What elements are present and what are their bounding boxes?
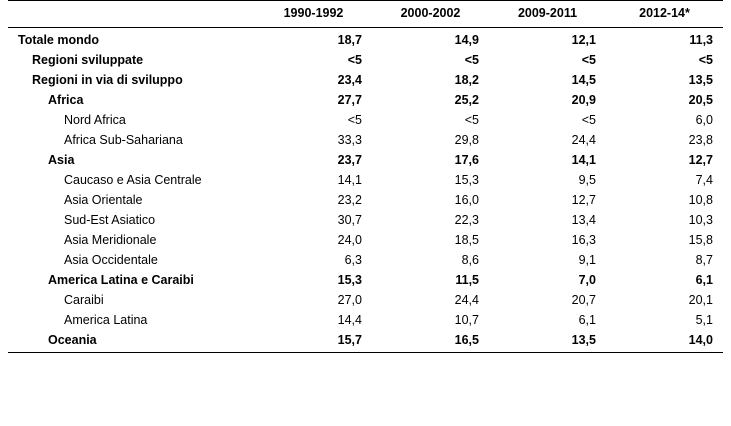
- row-label: America Latina: [64, 313, 148, 327]
- row-label: Asia: [48, 153, 75, 167]
- row-value: 6,1: [578, 313, 596, 327]
- row-label: America Latina e Caraibi: [48, 273, 194, 287]
- row-value: 9,1: [578, 253, 596, 267]
- table-header: [8, 1, 723, 28]
- row-value: 12,1: [571, 33, 596, 47]
- row-value: 10,7: [454, 313, 479, 327]
- row-value: 9,5: [578, 173, 596, 187]
- row-value: <5: [347, 113, 362, 127]
- row-value: 13,4: [571, 213, 596, 227]
- row-value: 27,7: [337, 93, 362, 107]
- row-value: 6,3: [344, 253, 362, 267]
- row-label: Africa: [48, 93, 84, 107]
- row-label: Regioni in via di sviluppo: [32, 73, 183, 87]
- row-value: 14,0: [606, 330, 723, 353]
- row-value: 23,4: [337, 73, 362, 87]
- row-value: 7,0: [578, 273, 596, 287]
- row-label: Asia Occidentale: [64, 253, 158, 267]
- row-value: 13,5: [489, 330, 606, 353]
- table-row: [8, 310, 723, 330]
- row-value: 16,3: [571, 233, 596, 247]
- row-value: 14,5: [571, 73, 596, 87]
- row-value: 8,7: [695, 253, 713, 267]
- statistics-table: [8, 0, 723, 353]
- table-row: [8, 28, 723, 51]
- row-value: <5: [581, 113, 596, 127]
- row-value: 29,8: [454, 133, 479, 147]
- table-row: [8, 290, 723, 310]
- column-header-1990-1992: 1990-1992: [255, 1, 372, 28]
- row-value: 15,8: [688, 233, 713, 247]
- row-value: 18,2: [454, 73, 479, 87]
- row-value: 14,1: [337, 173, 362, 187]
- row-value: 15,7: [255, 330, 372, 353]
- row-label: Africa Sub-Sahariana: [64, 133, 183, 147]
- row-value: 25,2: [454, 93, 479, 107]
- row-value: 10,3: [688, 213, 713, 227]
- row-value: 18,5: [454, 233, 479, 247]
- row-value: 20,9: [571, 93, 596, 107]
- table-row: [8, 210, 723, 230]
- row-value: <5: [347, 53, 362, 67]
- row-value: 23,2: [337, 193, 362, 207]
- column-header-2012-14: 2012-14*: [606, 1, 723, 28]
- table-row: [8, 230, 723, 250]
- table-row: [8, 190, 723, 210]
- table-row: [8, 150, 723, 170]
- row-value: 18,7: [337, 33, 362, 47]
- row-value: 33,3: [337, 133, 362, 147]
- row-value: 20,1: [688, 293, 713, 307]
- column-header-2009-2011: 2009-2011: [489, 1, 606, 28]
- row-value: 11,3: [689, 33, 713, 47]
- row-value: 23,8: [688, 133, 713, 147]
- row-value: 14,1: [571, 153, 596, 167]
- row-value: 23,7: [337, 153, 362, 167]
- row-label: Regioni sviluppate: [32, 53, 144, 67]
- row-value: 13,5: [688, 73, 713, 87]
- row-value: 27,0: [337, 293, 362, 307]
- table-header-row: [8, 1, 723, 28]
- row-value: 30,7: [337, 213, 362, 227]
- row-value: 12,7: [571, 193, 596, 207]
- table-row: [8, 130, 723, 150]
- table-row: [8, 270, 723, 290]
- table-row: [8, 70, 723, 90]
- row-value: 14,4: [337, 313, 362, 327]
- table-row: [8, 110, 723, 130]
- row-value: 14,9: [454, 33, 479, 47]
- row-label: Sud-Est Asiatico: [64, 213, 156, 227]
- row-value: <5: [698, 53, 713, 67]
- row-value: 17,6: [454, 153, 479, 167]
- row-value: <5: [464, 113, 479, 127]
- row-value: 8,6: [461, 253, 479, 267]
- row-label: Asia Orientale: [64, 193, 143, 207]
- row-value: 11,5: [455, 273, 479, 287]
- row-value: 20,5: [688, 93, 713, 107]
- row-value: 24,4: [454, 293, 479, 307]
- row-value: 5,1: [695, 313, 713, 327]
- row-value: 10,8: [688, 193, 713, 207]
- row-label: Asia Meridionale: [64, 233, 157, 247]
- row-label: Oceania: [8, 330, 255, 353]
- row-value: 6,1: [695, 273, 713, 287]
- table-row: [8, 50, 723, 70]
- row-value: 15,3: [337, 273, 362, 287]
- row-value: 22,3: [454, 213, 479, 227]
- row-value: <5: [464, 53, 479, 67]
- row-value: 15,3: [454, 173, 479, 187]
- row-value: 24,0: [337, 233, 362, 247]
- row-value: 20,7: [571, 293, 596, 307]
- row-value: <5: [581, 53, 596, 67]
- row-value: 16,5: [372, 330, 489, 353]
- table-body: [8, 28, 723, 353]
- table-row: [8, 250, 723, 270]
- row-value: 16,0: [454, 193, 479, 207]
- row-label: Nord Africa: [64, 113, 126, 127]
- table-row: [8, 170, 723, 190]
- table-row: [8, 330, 723, 353]
- row-label: Caraibi: [64, 293, 104, 307]
- row-value: 12,7: [688, 153, 713, 167]
- column-header-label: [8, 1, 255, 28]
- column-header-2000-2002: 2000-2002: [372, 1, 489, 28]
- row-value: 24,4: [571, 133, 596, 147]
- row-label: Caucaso e Asia Centrale: [64, 173, 202, 187]
- table-row: [8, 90, 723, 110]
- row-value: 7,4: [695, 173, 713, 187]
- row-label: Totale mondo: [18, 33, 100, 47]
- row-value: 6,0: [695, 113, 713, 127]
